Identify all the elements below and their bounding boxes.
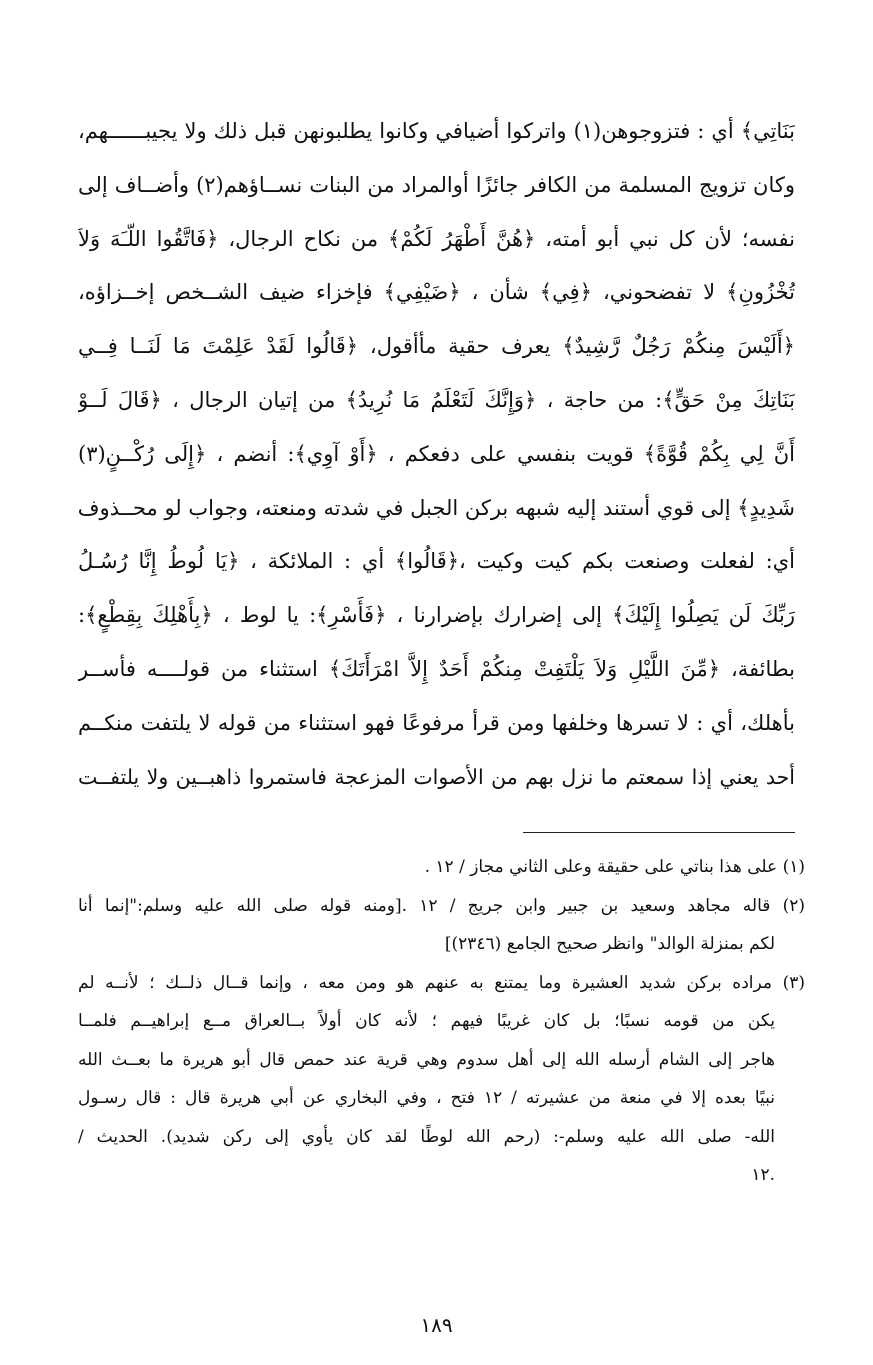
main-text-line: بَنَاتِي﴾ أي : فتزوجوهن(١) واتركوا أضيافي وكانوا يطلبونهن قبل ذلك ولا يجيبــــــهم، [78,119,795,143]
footnote-line: يكن من قومه نسبًا؛ بل كان غريبًا فيهم ؛ لأنه كان أولاً بــالعراق مــع إبراهيــم فلمــا [78,1011,775,1031]
main-text-line: ﴿أَلَيْسَ مِنكُمْ رَجُلٌ رَّشِيدٌ﴾ يعرف حقية مأأقول، ﴿قَالُوا لَقَدْ عَلِمْتَ مَا لَنَــا فِــي [78,334,795,359]
main-text-line: شَدِيدٍ﴾ إلى قوي أستند إليه شبهه بركن الجبل في شدته ومنعته، وجواب لو محــذوف [78,495,795,520]
footnote-separator [523,832,795,833]
main-text-line: رَبِّكَ لَن يَصِلُوا إِلَيْكَ﴾ إلى إضرارك بإضرارنا ، ﴿فَأَسْرِ﴾: يا لوط ، ﴿بِأَهْلِكَ بِقِطْعٍ﴾: [78,603,795,628]
footnote-line: (١) على هذا بناتي على حقيقة وعلى الثاني مجاز / ١٢ . [424,857,805,877]
footnote-line: نبيًا بعده إلا في منعة من عشيرته / ١٢ فتح ، وفي البخاري عن أبي هريرة قال : قال رسـول [78,1088,775,1108]
main-text-block [78,105,795,804]
main-text-line: أحد يعني إذا سمعتم ما نزل بهم من الأصوات المزعجة فاستمروا ذاهبــين ولا يلتفــت [78,764,795,789]
page-number: ١٨٩ [420,1313,453,1337]
footnote-line: لكم بمنزلة الوالد" وانظر صحيح الجامع (٢٣٤٦)] [444,934,775,954]
main-text-line: بَنَاتِكَ مِنْ حَقٍّ﴾: من حاجة ، ﴿وَإِنَّكَ لَتَعْلَمُ مَا نُرِيدُ﴾ من إتيان الرجال ، ﴿قَالَ لَــوْ [78,387,795,412]
main-text-line: بأهلك، أي : لا تسرها وخلفها ومن قرأ مرفوعًا فهو استثناء من قوله لا يلتفت منكــم [78,710,795,735]
main-text-line: نفسه؛ لأن كل نبي أبو أمته، ﴿هُنَّ أَطْهَرُ لَكُمْ﴾ من نكاح الرجال، ﴿فَاتَّقُوا اللّـَهَ وَلاَ [78,226,795,251]
main-text-line: وكان تزويج المسلمة من الكافر جائزًا أوالمراد من البنات نســاؤهم(٢) وأضــاف إلى [78,172,795,197]
main-text-line: أي: لفعلت وصنعت بكم كيت وكيت ،﴿قَالُوا﴾ أي : الملائكة ، ﴿يَا لُوطُ إِنَّا رُسُـلُ [78,549,795,574]
footnote-line: الله- صلى الله عليه وسلم-: (رحم الله لوطًا لقد كان يأوي إلى ركن شديد). الحديث / [78,1126,775,1147]
main-text-line: بطائفة، ﴿مِّنَ اللَّيْلِ وَلاَ يَلْتَفِتْ مِنكُمْ أَحَدٌ إِلاَّ امْرَأَتَكَ﴾ استثناء من قولــــه فأســر [78,656,795,681]
main-text-line: تُخْزُونِ﴾ لا تفضحوني، ﴿فِي﴾ شأن ، ﴿ضَيْفِي﴾ فإخزاء ضيف الشــخص إخــزاؤه، [78,280,795,305]
footnote-line: .١٢ [751,1165,775,1185]
footnote-line: (٢) قاله مجاهد وسعيد بن جبير وابن جريج / ١٢ .[ومنه قوله صلى الله عليه وسلم:"إنما أنا [78,895,805,916]
main-text-line: أَنَّ لِي بِكُمْ قُوَّةً﴾ قويت بنفسي على دفعكم ، ﴿أَوْ آوِي﴾: أنضم ، ﴿إِلَى رُكْــنٍ(٣) [78,441,795,466]
footnote-line: (٣) مراده بركن شديد العشيرة وما يمتنع به عنهم هو ومن معه ، وإنما قــال ذلــك ؛ لأنــه لم [78,972,805,993]
footnote-line: هاجر إلى الشام أرسله الله إلى أهل سدوم وهي قرية عند حمص قال أبو هريرة ما بعــث الله [78,1049,775,1070]
footnotes-block [78,848,805,1195]
